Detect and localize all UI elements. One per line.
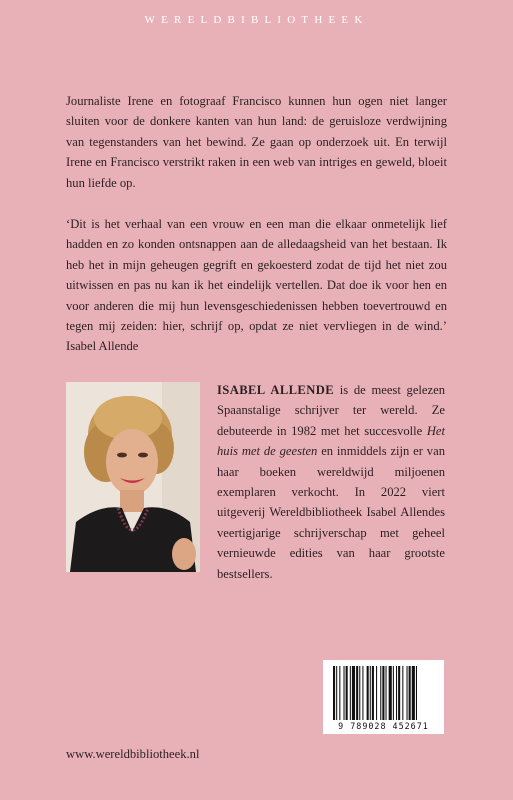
barcode-bar (350, 666, 351, 720)
author-name: ISABEL ALLENDE (217, 383, 335, 397)
barcode-bar (372, 666, 374, 720)
barcode-bar (370, 666, 371, 720)
barcode-bar (336, 666, 337, 720)
barcode-box (323, 660, 444, 734)
barcode-bar (362, 666, 363, 720)
barcode-bar (344, 666, 345, 720)
bio-text-part2: en inmiddels zijn er van haar boeken wereldwijd miljoenen exemplaren verkocht. In 2022 viert uitgeverij Wereldbibliotheek Isabel Allendes veertigjarige schrijverschap met geheel vernieuwde edities van haar grootste bestsellers. (217, 444, 445, 581)
barcode-bar (386, 666, 387, 720)
barcode-bar (356, 666, 358, 720)
barcode-bar (396, 666, 397, 720)
blurb-paragraph: Journaliste Irene en fotograaf Francisco kunnen hun ogen niet langer sluiten voor de donkere kanten van hun land: de geruisloze verdwijning van tegenstanders van het bewind. Ze gaan op onderzoek uit. En terwijl Irene en Francisco verstrikt raken in een web van intriges en geweld, bloeit hun liefde op. (66, 94, 447, 190)
author-bio (217, 380, 445, 584)
barcode-bar (389, 666, 392, 720)
barcode-bar (409, 666, 411, 720)
author-portrait-photo (66, 382, 200, 572)
author-portrait-icon (66, 382, 200, 572)
barcode-bar (376, 666, 377, 720)
publisher-header: WERELDBIBLIOTHEEK (144, 14, 369, 26)
barcode-bar (412, 666, 415, 720)
publisher-website: www.wereldbibliotheek.nl (66, 747, 200, 761)
book-title: Het huis met de geesten (217, 423, 445, 459)
bio-text-part1: is de meest gelezen Spaanstalige schrijver ter wereld. Ze debuteerde in 1982 met het succesvolle (217, 383, 445, 438)
barcode-bar (382, 666, 384, 720)
barcode-bar (416, 666, 417, 720)
barcode-bar (402, 666, 403, 720)
barcode-bar (359, 666, 360, 720)
quote-paragraph: ‘Dit is het verhaal van een vrouw en een man die elkaar onmetelijk lief hadden en zo konden ontsnappen aan de alledaagsheid van het bestaan. Ik heb het in mijn geheugen gegrift en gekoesterd zodat de tijd het niet zou uitwissen en pas nu kan ik het eindelijk vertellen. Dat doe ik voor hen en voor anderen die mij hun levensgeschiedenissen hebben toevertrouwd en tegen mij zeiden: hier, schrijf op, opdat ze niet vervliegen in de wind.’ Isabel Allende (66, 217, 447, 354)
barcode-bar (352, 666, 355, 720)
barcode-bar (398, 666, 400, 720)
isbn-number: 9 789028 452671 (338, 721, 429, 731)
barcode-bar (339, 666, 340, 720)
barcode-bar (407, 666, 408, 720)
barcode-bar (393, 666, 394, 720)
barcode-bar (333, 666, 335, 720)
barcode-bar (380, 666, 381, 720)
barcode-bar (346, 666, 348, 720)
barcode-bar (367, 666, 369, 720)
